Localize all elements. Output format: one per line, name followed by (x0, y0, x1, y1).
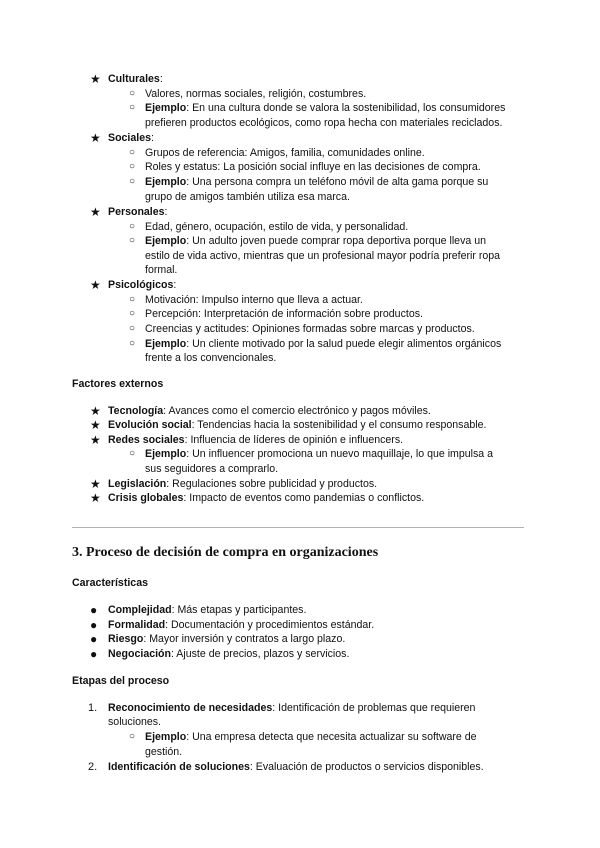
star-bullet-icon: ★ (90, 433, 101, 447)
circle-bullet-icon: ○ (129, 731, 136, 742)
sub-item: ○ Grupos de referencia: Amigos, familia, comunidades online. (129, 147, 425, 159)
list-item-redes-sociales: ★ Redes sociales: Influencia de líderes de opinión e influencers. (90, 433, 404, 447)
bullet-dot-icon: ● (90, 618, 98, 632)
star-bullet-icon: ★ (90, 404, 101, 418)
star-bullet-icon: ★ (90, 72, 101, 86)
bullet-dot-icon: ● (90, 647, 98, 661)
item-title: Psicológicos (108, 279, 174, 291)
list-item-complejidad: ● Complejidad: Más etapas y participantes. (90, 603, 307, 617)
star-bullet-icon: ★ (90, 477, 101, 491)
circle-bullet-icon: ○ (129, 102, 136, 113)
horizontal-divider (72, 527, 524, 528)
sub-item-continuation: frente a los convencionales. (145, 352, 277, 364)
list-item-negociacion: ● Negociación: Ajuste de precios, plazos y servicios. (90, 647, 350, 661)
sub-item-example: ○ Ejemplo: Un cliente motivado por la salud puede elegir alimentos orgánicos (129, 338, 502, 350)
item-title: Sociales (108, 132, 151, 144)
circle-bullet-icon: ○ (129, 161, 136, 172)
sub-item-continuation: grupo de amigos también utiliza esa marca. (145, 191, 350, 203)
list-number: 1. (88, 702, 98, 714)
list-number: 2. (88, 761, 98, 773)
circle-bullet-icon: ○ (129, 176, 136, 187)
sub-item-example: ○ Ejemplo: En una cultura donde se valora la sostenibilidad, los consumidores (129, 102, 506, 114)
sub-item-example: ○ Ejemplo: Una persona compra un teléfono móvil de alta gama porque su (129, 176, 489, 188)
list-item-formalidad: ● Formalidad: Documentación y procedimientos estándar. (90, 618, 375, 632)
bullet-dot-icon: ● (90, 632, 98, 646)
list-item-legislacion: ★ Legislación: Regulaciones sobre publicidad y productos. (90, 477, 378, 491)
item-title: Personales (108, 206, 165, 218)
circle-bullet-icon: ○ (129, 338, 136, 349)
sub-item-continuation: gestión. (145, 746, 183, 758)
circle-bullet-icon: ○ (129, 221, 136, 232)
star-bullet-icon: ★ (90, 205, 101, 219)
list-item-evolucion-social: ★ Evolución social: Tendencias hacia la sostenibilidad y el consumo responsable. (90, 418, 487, 432)
circle-bullet-icon: ○ (129, 147, 136, 158)
sub-item-continuation: sus seguidores a comprarlo. (145, 463, 279, 475)
sub-item: ○ Roles y estatus: La posición social influye en las decisiones de compra. (129, 161, 481, 173)
circle-bullet-icon: ○ (129, 88, 136, 99)
sub-item: ○ Valores, normas sociales, religión, costumbres. (129, 88, 367, 100)
list-item-tecnologia: ★ Tecnología: Avances como el comercio electrónico y pagos móviles. (90, 404, 431, 418)
list-item-culturales: ★ Culturales: (90, 72, 163, 86)
circle-bullet-icon: ○ (129, 308, 136, 319)
star-bullet-icon: ★ (90, 491, 101, 505)
list-item-crisis-globales: ★ Crisis globales: Impacto de eventos como pandemias o conflictos. (90, 491, 425, 505)
sub-item-example: ○ Ejemplo: Un adulto joven puede comprar ropa deportiva porque lleva un (129, 235, 486, 247)
bullet-dot-icon: ● (90, 603, 98, 617)
list-item-sociales: ★ Sociales: (90, 131, 154, 145)
subheading-etapas: Etapas del proceso (72, 675, 170, 687)
section-heading-factores-externos: Factores externos (72, 378, 164, 390)
section-title: 3. Proceso de decisión de compra en organizaciones (72, 545, 379, 560)
sub-item: ○ Creencias y actitudes: Opiniones formadas sobre marcas y productos. (129, 323, 475, 335)
sub-item-continuation: prefieren productos ecológicos, como ropa hecha con materiales reciclados. (145, 117, 503, 129)
list-item-riesgo: ● Riesgo: Mayor inversión y contratos a largo plazo. (90, 632, 346, 646)
list-item-psicologicos: ★ Psicológicos: (90, 278, 177, 292)
sub-item-continuation: estilo de vida activo, mientras que un profesional mayor podría preferir ropa (145, 250, 501, 262)
star-bullet-icon: ★ (90, 131, 101, 145)
item-title: Culturales (108, 73, 160, 85)
sub-item-example: ○ Ejemplo: Un influencer promociona un nuevo maquillaje, lo que impulsa a (129, 448, 494, 460)
circle-bullet-icon: ○ (129, 294, 136, 305)
sub-item-continuation: formal. (145, 264, 178, 276)
circle-bullet-icon: ○ (129, 448, 136, 459)
star-bullet-icon: ★ (90, 418, 101, 432)
circle-bullet-icon: ○ (129, 323, 136, 334)
sub-item: ○ Percepción: Interpretación de información sobre productos. (129, 308, 423, 320)
list-item-personales: ★ Personales: (90, 205, 168, 219)
circle-bullet-icon: ○ (129, 235, 136, 246)
ordered-item-2: 2. Identificación de soluciones: Evaluación de productos o servicios disponibles. (88, 761, 484, 773)
sub-item: ○ Edad, género, ocupación, estilo de vida, y personalidad. (129, 221, 409, 233)
sub-item: ○ Motivación: Impulso interno que lleva a actuar. (129, 294, 363, 306)
ordered-item-1: 1. Reconocimiento de necesidades: Identificación de problemas que requieren (88, 702, 476, 714)
star-bullet-icon: ★ (90, 278, 101, 292)
subheading-caracteristicas: Características (72, 577, 148, 589)
sub-item-example: ○ Ejemplo: Una empresa detecta que necesita actualizar su software de (129, 731, 477, 743)
ordered-item-continuation: soluciones. (108, 716, 161, 728)
